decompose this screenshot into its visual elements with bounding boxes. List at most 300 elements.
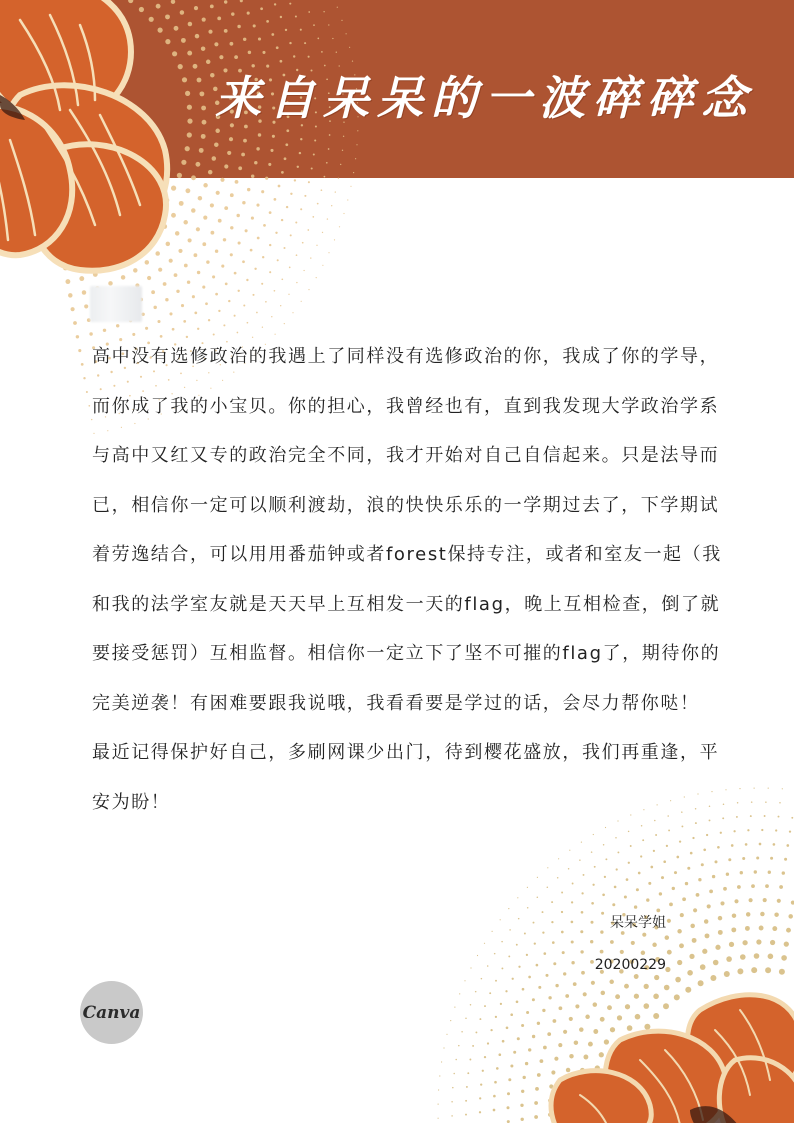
decorative-dot: [489, 992, 491, 994]
decorative-dot: [610, 1027, 615, 1032]
decorative-dot: [640, 855, 642, 857]
decorative-dot: [284, 157, 287, 160]
decorative-dot: [304, 42, 306, 44]
decorative-dot: [616, 868, 618, 870]
decorative-dot: [188, 22, 193, 27]
decorative-dot: [482, 1070, 484, 1072]
decorative-dot: [590, 940, 593, 943]
decorative-dot: [563, 1030, 567, 1034]
decorative-dot: [581, 971, 585, 975]
decorative-dot: [181, 38, 186, 43]
decorative-dot: [469, 1059, 471, 1061]
decorative-dot: [682, 897, 686, 901]
decorative-dot: [225, 283, 228, 286]
decorative-dot: [669, 903, 673, 907]
decorative-dot: [296, 282, 297, 283]
decorative-dot: [177, 173, 182, 178]
decorative-dot: [778, 816, 780, 818]
decorative-dot: [631, 941, 635, 945]
decorative-dot: [726, 956, 732, 962]
decorative-dot: [739, 788, 740, 789]
decorative-dot: [534, 942, 536, 944]
decorative-dot: [465, 1017, 467, 1019]
decorative-dot: [513, 1051, 516, 1054]
decorative-dot: [277, 259, 279, 261]
decorative-dot: [768, 788, 769, 789]
decorative-dot: [81, 363, 84, 366]
page-title: 来自呆呆的一波碎碎念: [215, 71, 755, 125]
decorative-dot: [527, 907, 529, 909]
decorative-dot: [450, 1020, 451, 1021]
decorative-dot: [175, 231, 180, 236]
decorative-dot: [500, 919, 501, 920]
decorative-dot: [571, 901, 573, 903]
decorative-dot: [195, 34, 200, 39]
decorative-dot: [187, 51, 192, 56]
decorative-dot: [696, 893, 700, 897]
decorative-dot: [238, 166, 242, 170]
decorative-dot: [568, 868, 570, 870]
decorative-dot: [572, 883, 574, 885]
decorative-dot: [624, 984, 629, 989]
decorative-dot: [243, 304, 245, 306]
decorative-dot: [707, 904, 711, 908]
decorative-dot: [438, 1104, 439, 1105]
decorative-dot: [543, 952, 546, 955]
decorative-dot: [171, 186, 176, 191]
decorative-dot: [295, 221, 297, 223]
decorative-dot: [774, 912, 779, 917]
decorative-dot: [269, 271, 271, 273]
decorative-dot: [245, 229, 248, 232]
decorative-dot: [746, 912, 751, 917]
decorative-dot: [223, 238, 226, 241]
decorative-dot: [759, 843, 762, 846]
decorative-dot: [294, 179, 296, 181]
decorative-dot: [84, 304, 88, 308]
decorative-dot: [275, 232, 277, 234]
decorative-dot: [82, 290, 87, 295]
decorative-dot: [208, 170, 213, 175]
decorative-dot: [206, 260, 209, 263]
decorative-dot: [234, 55, 238, 59]
decorative-dot: [692, 938, 697, 943]
decorative-dot: [322, 232, 323, 233]
decorative-dot: [452, 1087, 454, 1089]
decorative-dot: [728, 858, 731, 861]
decorative-dot: [302, 242, 304, 244]
decorative-dot: [229, 137, 233, 141]
decorative-dot: [579, 859, 581, 861]
decorative-dot: [715, 945, 720, 950]
decorative-dot: [181, 160, 186, 165]
decorative-dot: [303, 270, 304, 271]
decorative-dot: [692, 837, 694, 839]
decorative-dot: [289, 3, 291, 5]
decorative-dot: [653, 1013, 659, 1019]
decorative-dot: [543, 1046, 547, 1050]
decorative-dot: [668, 829, 670, 831]
decorative-dot: [210, 73, 215, 78]
decorative-dot: [128, 0, 133, 3]
decorative-dot: [638, 872, 641, 875]
canva-logo-badge[interactable]: [80, 981, 143, 1044]
decorative-dot: [86, 391, 88, 393]
decorative-dot: [663, 1003, 669, 1009]
decorative-dot: [341, 20, 342, 21]
decorative-dot: [713, 960, 719, 966]
decorative-dot: [158, 28, 163, 33]
decorative-dot: [612, 903, 615, 906]
decorative-dot: [201, 46, 206, 51]
decorative-dot: [736, 816, 738, 818]
decorative-dot: [194, 6, 198, 10]
decorative-dot: [193, 64, 198, 69]
decorative-dot: [528, 1048, 531, 1051]
decorative-dot: [761, 829, 763, 831]
decorative-dot: [583, 992, 587, 996]
decorative-dot: [157, 320, 160, 323]
decorative-dot: [687, 867, 690, 870]
decorative-dot: [583, 874, 585, 876]
decorative-dot: [206, 60, 211, 65]
decorative-dot: [615, 837, 617, 839]
decorative-dot: [498, 1053, 501, 1056]
decorative-dot: [742, 940, 747, 945]
decorative-dot: [590, 921, 593, 924]
decorative-dot: [534, 1115, 538, 1119]
decorative-dot: [520, 1104, 523, 1107]
decorative-dot: [701, 863, 704, 866]
decorative-dot: [342, 150, 343, 151]
decorative-dot: [617, 851, 619, 853]
decorative-dot: [230, 226, 233, 229]
decorative-dot: [343, 213, 344, 214]
decorative-dot: [590, 960, 594, 964]
decorative-dot: [724, 971, 730, 977]
decorative-dot: [626, 878, 629, 881]
decorative-dot: [300, 208, 302, 210]
decorative-dot: [316, 277, 317, 278]
decorative-dot: [183, 320, 186, 323]
decorative-dot: [585, 1015, 590, 1020]
decorative-dot: [593, 1029, 598, 1034]
decorative-dot: [506, 1106, 509, 1109]
decorative-dot: [185, 146, 190, 151]
decorative-dot: [191, 175, 196, 180]
decorative-dot: [83, 377, 85, 379]
decorative-dot: [493, 1095, 496, 1098]
decorative-dot: [667, 919, 671, 923]
decorative-dot: [717, 846, 720, 849]
decorative-dot: [569, 850, 570, 851]
decorative-dot: [495, 1016, 497, 1018]
decorative-dot: [174, 273, 178, 277]
decorative-dot: [685, 882, 688, 885]
decorative-dot: [506, 1026, 509, 1029]
decorative-dot: [784, 941, 789, 946]
decorative-dot: [187, 119, 192, 124]
decorative-dot: [230, 193, 234, 197]
decorative-dot: [145, 260, 150, 265]
decorative-dot: [628, 862, 630, 864]
decorative-dot: [702, 949, 707, 954]
decorative-dot: [276, 46, 279, 49]
decorative-dot: [732, 913, 737, 918]
decorative-dot: [709, 890, 713, 894]
decorative-dot: [261, 190, 264, 193]
decorative-dot: [251, 217, 254, 220]
decorative-dot: [680, 913, 684, 917]
decorative-dot: [571, 921, 574, 924]
decorative-dot: [467, 1072, 469, 1074]
decorative-dot: [679, 840, 681, 842]
decorative-dot: [202, 242, 206, 246]
decorative-dot: [751, 801, 753, 803]
letter-paragraph-2: 最近记得保护好自己，多刷网课少出门，待到樱花盛放，我们再重逢，平安为盼！: [92, 742, 720, 813]
decorative-dot: [252, 294, 254, 296]
decorative-dot: [251, 174, 254, 177]
decorative-dot: [548, 996, 551, 999]
decorative-dot: [553, 1019, 557, 1023]
decorative-dot: [475, 1031, 477, 1033]
decorative-dot: [237, 25, 240, 28]
decorative-dot: [502, 1040, 505, 1043]
decorative-dot: [718, 916, 723, 921]
decorative-dot: [593, 1002, 598, 1007]
decorative-dot: [248, 51, 251, 54]
decorative-dot: [547, 1032, 551, 1036]
redacted-recipient-name: [90, 286, 142, 322]
decorative-dot: [782, 871, 785, 874]
decorative-dot: [158, 268, 162, 272]
decorative-dot: [553, 962, 556, 965]
decorative-dot: [185, 91, 190, 96]
decorative-dot: [754, 788, 755, 789]
decorative-dot: [215, 293, 218, 296]
decorative-dot: [155, 251, 160, 256]
decorative-dot: [747, 829, 749, 831]
decorative-dot: [571, 961, 574, 964]
decorative-dot: [296, 254, 298, 256]
decorative-dot: [108, 281, 113, 286]
decorative-dot: [241, 153, 245, 157]
decorative-dot: [558, 858, 559, 859]
decorative-dot: [526, 954, 528, 956]
decorative-dot: [357, 130, 358, 131]
decorative-dot: [301, 301, 302, 302]
decorative-dot: [65, 279, 70, 284]
decorative-dot: [634, 974, 639, 979]
decorative-dot: [331, 205, 332, 206]
decorative-dot: [288, 294, 289, 295]
decorative-dot: [636, 888, 639, 891]
decorative-dot: [677, 960, 682, 965]
decorative-dot: [350, 186, 351, 187]
decorative-dot: [238, 290, 240, 292]
decorative-dot: [256, 147, 259, 150]
decorative-dot: [187, 280, 190, 283]
decorative-dot: [250, 249, 253, 252]
decorative-dot: [718, 930, 723, 935]
decorative-dot: [579, 1027, 584, 1032]
decorative-dot: [283, 247, 285, 249]
decorative-dot: [165, 39, 170, 44]
decorative-dot: [558, 1043, 562, 1047]
decorative-dot: [284, 323, 285, 324]
decorative-dot: [650, 866, 653, 869]
decorative-dot: [299, 152, 301, 154]
decorative-dot: [256, 204, 259, 207]
decorative-dot: [559, 1006, 563, 1010]
decorative-dot: [199, 148, 204, 153]
decorative-dot: [218, 219, 222, 223]
decorative-dot: [472, 1045, 474, 1047]
decorative-dot: [316, 245, 317, 246]
decorative-dot: [446, 1034, 447, 1035]
decorative-dot: [720, 901, 724, 905]
decorative-dot: [566, 1068, 571, 1073]
decorative-dot: [451, 1115, 453, 1117]
decorative-dot: [242, 260, 245, 263]
decorative-dot: [328, 24, 329, 25]
decorative-dot: [270, 149, 273, 152]
decorative-dot: [706, 834, 708, 836]
decorative-dot: [714, 860, 717, 863]
decorative-dot: [202, 18, 206, 22]
decorative-dot: [745, 926, 750, 931]
decorative-dot: [349, 47, 350, 48]
decorative-dot: [202, 286, 205, 289]
decorative-dot: [156, 4, 161, 9]
decorative-dot: [535, 1087, 539, 1091]
decorative-dot: [235, 180, 239, 184]
decorative-dot: [256, 312, 258, 314]
decorative-dot: [166, 242, 171, 247]
decorative-dot: [754, 870, 757, 873]
decorative-dot: [654, 975, 659, 980]
decorative-dot: [227, 151, 231, 155]
decorative-dot: [786, 928, 791, 933]
decorative-dot: [509, 929, 511, 931]
decorative-dot: [208, 319, 210, 321]
decorative-dot: [594, 866, 596, 868]
decorative-dot: [676, 856, 679, 859]
decorative-dot: [740, 954, 746, 960]
decorative-dot: [532, 1035, 535, 1038]
decorative-dot: [243, 139, 247, 143]
decorative-dot: [484, 943, 485, 944]
decorative-dot: [308, 289, 309, 290]
decorative-dot: [466, 1086, 468, 1088]
decorative-dot: [603, 844, 605, 846]
decorative-dot: [194, 312, 197, 315]
decorative-dot: [326, 162, 328, 164]
decorative-dot: [438, 1089, 439, 1090]
decorative-dot: [536, 964, 539, 967]
decorative-dot: [492, 931, 493, 932]
decorative-dot: [494, 953, 496, 955]
decorative-dot: [542, 931, 544, 933]
decorative-dot: [749, 898, 753, 902]
decorative-dot: [508, 1078, 511, 1081]
decorative-dot: [228, 300, 230, 302]
decorative-dot: [458, 1045, 460, 1047]
decorative-dot: [777, 899, 781, 903]
decorative-dot: [705, 933, 710, 938]
decorative-dot: [271, 316, 272, 317]
decorative-dot: [601, 912, 604, 915]
decorative-dot: [201, 134, 206, 139]
decorative-dot: [339, 226, 340, 227]
decorative-dot: [610, 940, 614, 944]
decorative-dot: [308, 56, 310, 58]
decorative-dot: [346, 33, 347, 34]
decorative-dot: [179, 201, 184, 206]
decorative-dot: [591, 902, 594, 905]
decorative-dot: [312, 216, 314, 218]
decorative-dot: [532, 998, 535, 1001]
decorative-dot: [169, 259, 173, 263]
decorative-dot: [194, 253, 198, 257]
decorative-dot: [246, 279, 248, 281]
decorative-dot: [765, 967, 771, 973]
decorative-dot: [221, 265, 224, 268]
decorative-dot: [496, 1067, 499, 1070]
decorative-dot: [569, 1017, 573, 1021]
decorative-dot: [554, 1057, 558, 1061]
decorative-dot: [243, 38, 246, 41]
decorative-dot: [501, 941, 503, 943]
decorative-dot: [321, 189, 323, 191]
decorative-dot: [133, 268, 138, 273]
decorative-dot: [300, 29, 302, 31]
decorative-dot: [451, 1101, 453, 1103]
decorative-dot: [557, 877, 559, 879]
decorative-dot: [508, 908, 509, 909]
decorative-dot: [698, 878, 701, 881]
decorative-dot: [269, 244, 271, 246]
decorative-dot: [537, 877, 538, 878]
decorative-dot: [224, 164, 228, 168]
decorative-dot: [185, 188, 190, 193]
decorative-dot: [197, 271, 200, 274]
decorative-dot: [211, 231, 215, 235]
decorative-dot: [71, 307, 75, 311]
decorative-dot: [297, 166, 299, 168]
decorative-dot: [505, 990, 507, 992]
decorative-dot: [286, 206, 288, 208]
decorative-dot: [602, 893, 605, 896]
decorative-dot: [754, 953, 760, 959]
decorative-dot: [487, 965, 489, 967]
decorative-dot: [770, 857, 773, 860]
decorative-dot: [355, 158, 356, 159]
decorative-dot: [607, 1005, 612, 1010]
decorative-dot: [516, 944, 518, 946]
decorative-dot: [737, 968, 743, 974]
decorative-dot: [313, 153, 315, 155]
decorative-dot: [215, 129, 220, 134]
decorative-dot: [561, 911, 563, 913]
decorative-dot: [147, 276, 151, 280]
decorative-dot: [347, 199, 348, 200]
decorative-dot: [562, 951, 565, 954]
decorative-dot: [781, 955, 787, 961]
decorative-dot: [493, 1109, 496, 1112]
signature-date: 20200229: [594, 957, 666, 973]
decorative-dot: [470, 967, 471, 968]
